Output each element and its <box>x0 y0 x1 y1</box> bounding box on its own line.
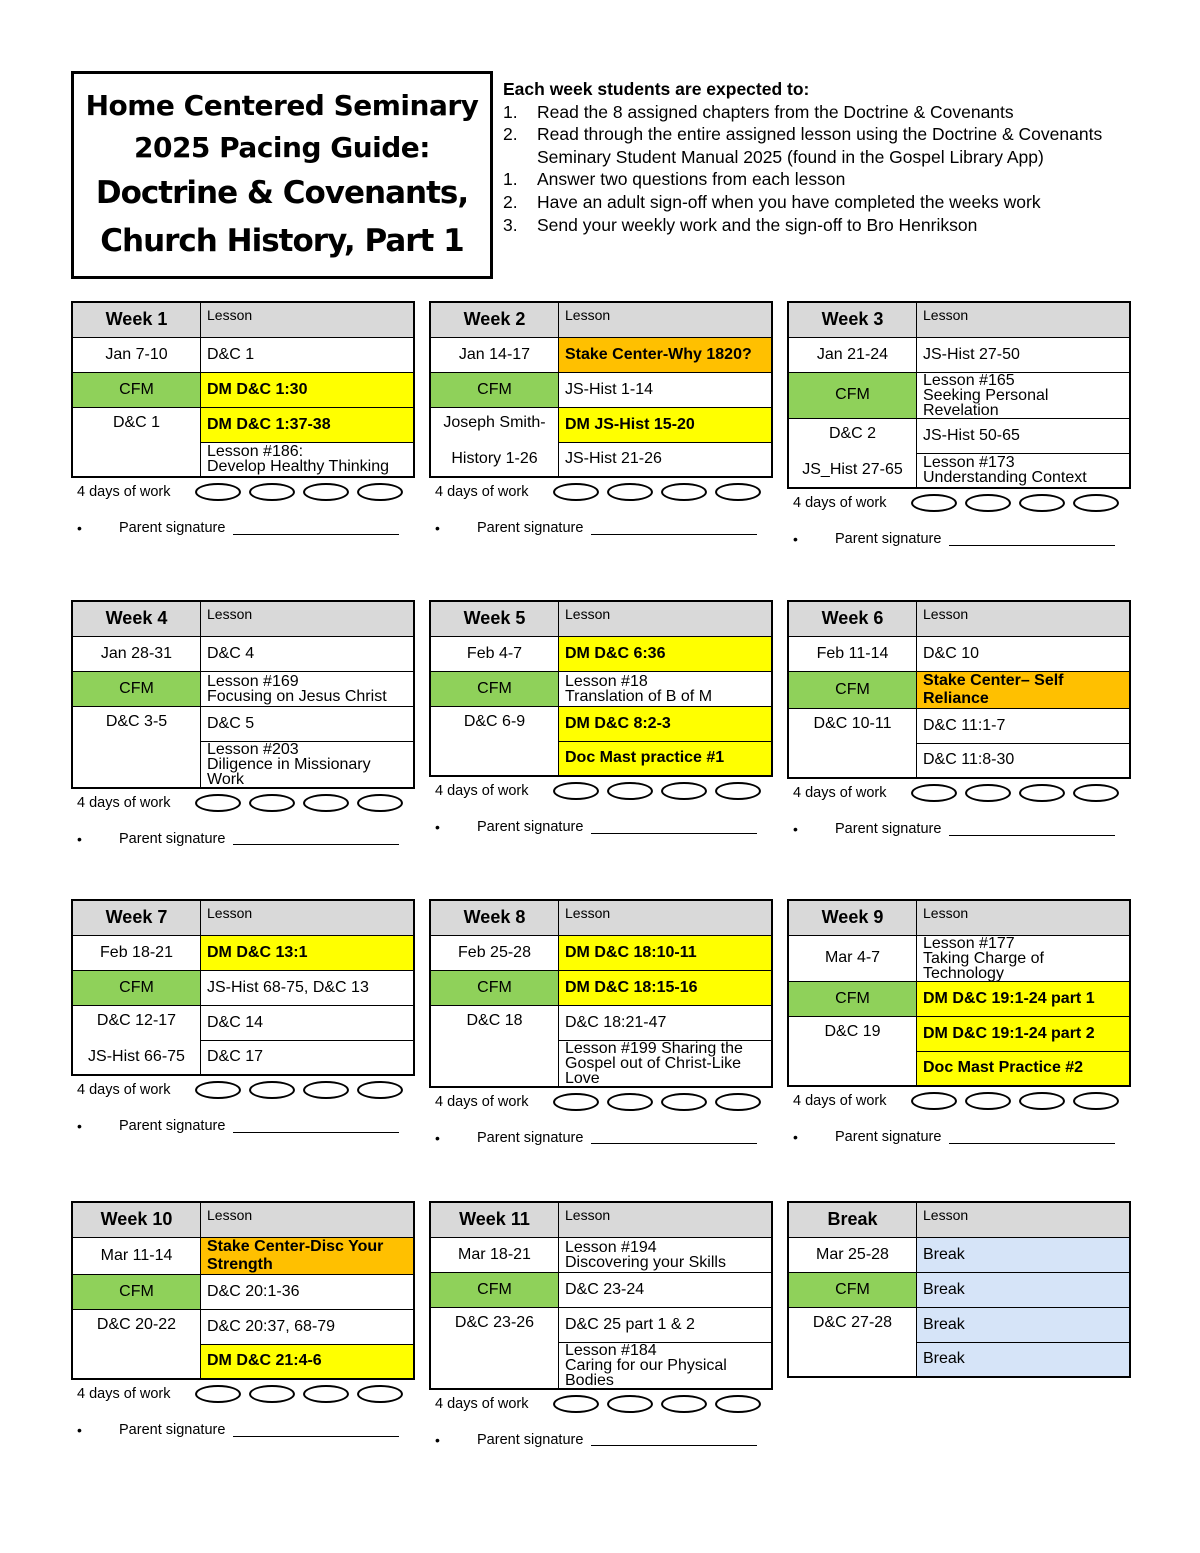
parent-signature-label: Parent signature <box>119 1118 226 1134</box>
cfm-label: CFM <box>430 1272 559 1307</box>
lesson-item: D&C 4 <box>201 636 415 671</box>
week-block <box>429 600 773 835</box>
instructions <box>503 78 1163 236</box>
week-table <box>429 301 773 478</box>
day-checkbox[interactable] <box>965 494 1011 512</box>
lesson-item: D&C 14 <box>201 1005 415 1040</box>
reading-assignment: D&C 6-9 <box>430 706 559 776</box>
lesson-item: DM D&C 13:1 <box>201 935 415 970</box>
bullet-icon: • <box>793 821 798 837</box>
day-checkbox[interactable] <box>661 1093 707 1111</box>
day-checkbox[interactable] <box>357 483 403 501</box>
parent-signature <box>429 819 773 835</box>
lesson-header: Lesson <box>559 302 773 337</box>
day-checkbox[interactable] <box>661 782 707 800</box>
lesson-item: Lesson #199 Sharing the Gospel out of Christ-Like Love <box>559 1040 773 1087</box>
week-block <box>429 301 773 536</box>
cfm-label: CFM <box>430 671 559 706</box>
parent-signature-label: Parent signature <box>835 531 942 547</box>
lesson-item: DM D&C 18:10-11 <box>559 935 773 970</box>
cfm-label: CFM <box>72 671 201 706</box>
lesson-header: Lesson <box>917 302 1131 337</box>
week-table <box>787 600 1131 779</box>
week-block <box>787 600 1131 837</box>
lesson-item: Break <box>917 1342 1131 1377</box>
bullet-icon: • <box>435 1431 440 1448</box>
cfm-label: CFM <box>72 372 201 407</box>
title-line-2: 2025 Pacing Guide: <box>133 131 430 164</box>
week-title: Week 7 <box>72 900 201 935</box>
days-label: 4 days of work <box>435 783 529 799</box>
lesson-item: Lesson #177 Taking Charge of Technology <box>917 935 1131 981</box>
instructions-heading: Each week students are expected to: <box>503 79 810 99</box>
week-title: Week 3 <box>788 302 917 337</box>
day-checkbox[interactable] <box>303 1081 349 1099</box>
day-checkbox[interactable] <box>303 794 349 812</box>
day-checkbox[interactable] <box>1073 1092 1119 1110</box>
day-checkbox[interactable] <box>715 1093 761 1111</box>
week-table <box>429 1201 773 1390</box>
reading-assignment: D&C 27-28 <box>788 1307 917 1377</box>
lesson-item: Lesson #184 Caring for our Physical Bodies <box>559 1342 773 1389</box>
parent-signature-label: Parent signature <box>477 1431 584 1448</box>
lesson-header: Lesson <box>917 1202 1131 1237</box>
instruction-text: Have an adult sign-off when you have completed the weeks work <box>537 191 1041 212</box>
lesson-item: Stake Center-Why 1820? <box>559 337 773 372</box>
instruction-number: 1. <box>503 101 518 122</box>
lesson-item: DM D&C 1:30 <box>201 372 415 407</box>
days-of-work <box>429 1392 773 1416</box>
day-checkbox[interactable] <box>607 1395 653 1413</box>
signature-line[interactable] <box>233 832 399 845</box>
days-of-work <box>71 1078 415 1102</box>
week-table <box>429 899 773 1088</box>
reading-assignment: D&C 12-17 JS-Hist 66-75 <box>72 1005 201 1075</box>
lesson-item: D&C 20:37, 68-79 <box>201 1309 415 1344</box>
lesson-item: Lesson #165 Seeking Personal Revelation <box>917 372 1131 418</box>
lesson-item: Doc Mast practice #1 <box>559 741 773 776</box>
week-table <box>429 600 773 777</box>
signature-line[interactable] <box>591 821 757 834</box>
day-checkbox[interactable] <box>715 782 761 800</box>
days-label: 4 days of work <box>793 785 887 801</box>
lesson-item: D&C 25 part 1 & 2 <box>559 1307 773 1342</box>
day-checkbox[interactable] <box>661 483 707 501</box>
parent-signature <box>429 1130 773 1146</box>
day-checkbox[interactable] <box>607 782 653 800</box>
week-date: Feb 25-28 <box>430 935 559 970</box>
days-label: 4 days of work <box>435 484 529 500</box>
lesson-header: Lesson <box>559 601 773 636</box>
days-label: 4 days of work <box>77 1386 171 1402</box>
week-table <box>787 1201 1131 1378</box>
lesson-item: Lesson #169 Focusing on Jesus Christ <box>201 671 415 706</box>
days-of-work <box>71 1382 415 1406</box>
lesson-header: Lesson <box>917 900 1131 935</box>
cfm-label: CFM <box>788 671 917 708</box>
week-table <box>71 899 415 1076</box>
bullet-icon: • <box>77 1118 82 1134</box>
week-title: Week 10 <box>72 1202 201 1237</box>
week-title: Week 5 <box>430 601 559 636</box>
title-line-3: Doctrine & Covenants, <box>95 175 469 211</box>
reading-assignment: D&C 20-22 <box>72 1309 201 1379</box>
cfm-label: CFM <box>788 981 917 1016</box>
lesson-item: JS-Hist 50-65 <box>917 418 1131 453</box>
days-of-work <box>429 480 773 504</box>
day-checkbox[interactable] <box>715 483 761 501</box>
week-table <box>71 301 415 478</box>
instruction-text: Send your weekly work and the sign-off to Bro Henrikson <box>537 214 978 235</box>
day-checkbox[interactable] <box>1073 784 1119 802</box>
week-block <box>787 899 1131 1145</box>
lesson-header: Lesson <box>559 1202 773 1237</box>
days-of-work <box>787 781 1131 805</box>
parent-signature <box>429 1432 773 1448</box>
signature-line[interactable] <box>591 1433 757 1446</box>
parent-signature-label: Parent signature <box>119 520 226 536</box>
lesson-item: D&C 1 <box>201 337 415 372</box>
lesson-item: Doc Mast Practice #2 <box>917 1051 1131 1086</box>
week-date: Feb 4-7 <box>430 636 559 671</box>
bullet-icon: • <box>793 1129 798 1145</box>
signature-line[interactable] <box>949 823 1115 836</box>
days-label: 4 days of work <box>435 1395 529 1412</box>
day-checkbox[interactable] <box>303 483 349 501</box>
day-checkbox[interactable] <box>1019 784 1065 802</box>
week-date: Feb 11-14 <box>788 636 917 671</box>
week-date: Mar 4-7 <box>788 935 917 981</box>
lesson-item: Break <box>917 1307 1131 1342</box>
week-block <box>71 1201 415 1438</box>
lesson-item: D&C 10 <box>917 636 1131 671</box>
signature-line[interactable] <box>233 1424 399 1437</box>
reading-assignment: D&C 23-26 <box>430 1307 559 1389</box>
instruction-number: 3. <box>503 214 518 235</box>
days-label: 4 days of work <box>77 794 171 811</box>
day-checkbox[interactable] <box>357 794 403 812</box>
bullet-icon: • <box>77 520 82 536</box>
day-checkbox[interactable] <box>911 784 957 802</box>
parent-signature <box>71 1422 415 1438</box>
instruction-text: Read the 8 assigned chapters from the Doctrine & Covenants <box>537 101 1014 122</box>
week-block <box>429 1201 773 1448</box>
parent-signature <box>429 520 773 536</box>
instruction-number: 1. <box>503 169 518 190</box>
week-block <box>787 1201 1131 1378</box>
reading-assignment: D&C 19 <box>788 1016 917 1086</box>
instruction-text: Read through the entire assigned lesson using the Doctrine & Covenants Seminary Student Manual 2025 (found in the Gospel Library App) <box>537 124 1103 167</box>
week-date: Mar 18-21 <box>430 1237 559 1272</box>
days-label: 4 days of work <box>435 1093 529 1110</box>
signature-line[interactable] <box>233 522 399 535</box>
lesson-item: D&C 11:8-30 <box>917 743 1131 778</box>
week-date: Mar 11-14 <box>72 1237 201 1274</box>
day-checkbox[interactable] <box>249 483 295 501</box>
signature-line[interactable] <box>233 1120 399 1133</box>
week-title: Week 1 <box>72 302 201 337</box>
instruction-item <box>503 214 1163 237</box>
reading-assignment: D&C 3-5 <box>72 706 201 788</box>
day-checkbox[interactable] <box>965 1092 1011 1110</box>
reading-assignment: D&C 2 JS_Hist 27-65 <box>788 418 917 488</box>
lesson-item: Lesson #18 Translation of B of M <box>559 671 773 706</box>
lesson-item: DM D&C 6:36 <box>559 636 773 671</box>
days-of-work <box>429 1090 773 1114</box>
lesson-item: DM D&C 18:15-16 <box>559 970 773 1005</box>
signature-line[interactable] <box>949 533 1115 546</box>
days-label: 4 days of work <box>77 1082 171 1098</box>
bullet-icon: • <box>435 1129 440 1146</box>
days-of-work <box>71 480 415 504</box>
week-block <box>429 899 773 1146</box>
lesson-item: DM JS-Hist 15-20 <box>559 407 773 442</box>
lesson-item: Stake Center– Self Reliance <box>917 671 1131 708</box>
signature-line[interactable] <box>949 1131 1115 1144</box>
week-table <box>787 899 1131 1087</box>
lesson-header: Lesson <box>201 900 415 935</box>
day-checkbox[interactable] <box>553 1395 599 1413</box>
instruction-number: 2. <box>503 191 518 212</box>
week-date: Jan 21-24 <box>788 337 917 372</box>
day-checkbox[interactable] <box>553 1093 599 1111</box>
lesson-item: D&C 23-24 <box>559 1272 773 1307</box>
cfm-label: CFM <box>72 970 201 1005</box>
day-checkbox[interactable] <box>607 1093 653 1111</box>
parent-signature-label: Parent signature <box>477 1129 584 1146</box>
week-block <box>787 301 1131 547</box>
days-of-work <box>787 1089 1131 1113</box>
day-checkbox[interactable] <box>661 1395 707 1413</box>
lesson-item: D&C 20:1-36 <box>201 1274 415 1309</box>
day-checkbox[interactable] <box>553 782 599 800</box>
signature-line[interactable] <box>591 522 757 535</box>
parent-signature-label: Parent signature <box>119 830 226 847</box>
instruction-number: 2. <box>503 124 518 145</box>
lesson-header: Lesson <box>917 601 1131 636</box>
lesson-item: D&C 18:21-47 <box>559 1005 773 1040</box>
day-checkbox[interactable] <box>249 794 295 812</box>
lesson-item: Lesson #173 Understanding Context <box>917 453 1131 488</box>
days-label: 4 days of work <box>77 484 171 500</box>
reading-assignment: D&C 1 <box>72 407 201 477</box>
week-title: Week 11 <box>430 1202 559 1237</box>
lesson-item: D&C 17 <box>201 1040 415 1075</box>
day-checkbox[interactable] <box>965 784 1011 802</box>
week-date: Jan 14-17 <box>430 337 559 372</box>
days-of-work <box>787 491 1131 515</box>
week-title: Week 6 <box>788 601 917 636</box>
day-checkbox[interactable] <box>195 483 241 501</box>
instruction-item <box>503 191 1163 214</box>
day-checkbox[interactable] <box>303 1385 349 1403</box>
days-of-work <box>71 791 415 815</box>
lesson-header: Lesson <box>201 1202 415 1237</box>
title-box <box>71 71 493 279</box>
days-label: 4 days of work <box>793 495 887 511</box>
week-title: Week 9 <box>788 900 917 935</box>
signature-line[interactable] <box>591 1131 757 1144</box>
parent-signature <box>787 821 1131 837</box>
day-checkbox[interactable] <box>911 1092 957 1110</box>
week-title: Break <box>788 1202 917 1237</box>
bullet-icon: • <box>77 830 82 847</box>
lesson-item: DM D&C 21:4-6 <box>201 1344 415 1379</box>
instruction-item <box>503 101 1163 124</box>
lesson-item: DM D&C 8:2-3 <box>559 706 773 741</box>
week-date: Jan 7-10 <box>72 337 201 372</box>
week-table <box>787 301 1131 489</box>
parent-signature-label: Parent signature <box>835 821 942 837</box>
day-checkbox[interactable] <box>195 1385 241 1403</box>
cfm-label: CFM <box>430 970 559 1005</box>
lesson-item: Stake Center-Disc Your Strength <box>201 1237 415 1274</box>
reading-assignment: Joseph Smith- History 1-26 <box>430 407 559 477</box>
lesson-item: Lesson #194 Discovering your Skills <box>559 1237 773 1272</box>
day-checkbox[interactable] <box>357 1081 403 1099</box>
day-checkbox[interactable] <box>249 1081 295 1099</box>
lesson-item: Lesson #186: Develop Healthy Thinking <box>201 442 415 477</box>
lesson-item: JS-Hist 27-50 <box>917 337 1131 372</box>
bullet-icon: • <box>77 1422 82 1438</box>
cfm-label: CFM <box>430 372 559 407</box>
parent-signature <box>787 1129 1131 1145</box>
cfm-label: CFM <box>72 1274 201 1309</box>
parent-signature <box>71 520 415 536</box>
week-block <box>71 600 415 847</box>
parent-signature-label: Parent signature <box>835 1129 942 1145</box>
instruction-item <box>503 168 1163 191</box>
parent-signature-label: Parent signature <box>477 819 584 835</box>
title-line-1: Home Centered Seminary <box>85 89 479 122</box>
week-date: Feb 18-21 <box>72 935 201 970</box>
bullet-icon: • <box>435 520 440 536</box>
reading-assignment: D&C 18 <box>430 1005 559 1087</box>
day-checkbox[interactable] <box>195 794 241 812</box>
week-title: Week 8 <box>430 900 559 935</box>
week-block <box>71 301 415 536</box>
instruction-item <box>503 123 1163 168</box>
week-date: Mar 25-28 <box>788 1237 917 1272</box>
week-block <box>71 899 415 1134</box>
lesson-item: DM D&C 1:37-38 <box>201 407 415 442</box>
lesson-item: JS-Hist 68-75, D&C 13 <box>201 970 415 1005</box>
week-title: Week 2 <box>430 302 559 337</box>
lesson-header: Lesson <box>201 601 415 636</box>
bullet-icon: • <box>793 531 798 547</box>
parent-signature <box>71 1118 415 1134</box>
bullet-icon: • <box>435 819 440 835</box>
day-checkbox[interactable] <box>1019 1092 1065 1110</box>
day-checkbox[interactable] <box>1019 494 1065 512</box>
week-title: Week 4 <box>72 601 201 636</box>
lesson-item: Break <box>917 1237 1131 1272</box>
day-checkbox[interactable] <box>715 1395 761 1413</box>
day-checkbox[interactable] <box>1073 494 1119 512</box>
lesson-item: D&C 5 <box>201 706 415 741</box>
day-checkbox[interactable] <box>607 483 653 501</box>
day-checkbox[interactable] <box>911 494 957 512</box>
week-table <box>71 1201 415 1380</box>
parent-signature <box>71 831 415 847</box>
day-checkbox[interactable] <box>553 483 599 501</box>
day-checkbox[interactable] <box>195 1081 241 1099</box>
reading-assignment: D&C 10-11 <box>788 708 917 778</box>
days-label: 4 days of work <box>793 1093 887 1109</box>
lesson-item: Lesson #203 Diligence in Missionary Work <box>201 741 415 788</box>
parent-signature <box>787 531 1131 547</box>
day-checkbox[interactable] <box>357 1385 403 1403</box>
lesson-item: D&C 11:1-7 <box>917 708 1131 743</box>
instruction-text: Answer two questions from each lesson <box>537 169 846 190</box>
lesson-header: Lesson <box>201 302 415 337</box>
parent-signature-label: Parent signature <box>477 520 584 536</box>
lesson-item: DM D&C 19:1-24 part 1 <box>917 981 1131 1016</box>
lesson-item: DM D&C 19:1-24 part 2 <box>917 1016 1131 1051</box>
lesson-item: JS-Hist 1-14 <box>559 372 773 407</box>
cfm-label: CFM <box>788 1272 917 1307</box>
days-of-work <box>429 779 773 803</box>
title-line-4: Church History, Part 1 <box>100 223 464 259</box>
week-date: Jan 28-31 <box>72 636 201 671</box>
day-checkbox[interactable] <box>249 1385 295 1403</box>
lesson-item: JS-Hist 21-26 <box>559 442 773 477</box>
lesson-item: Break <box>917 1272 1131 1307</box>
week-table <box>71 600 415 789</box>
cfm-label: CFM <box>788 372 917 418</box>
parent-signature-label: Parent signature <box>119 1422 226 1438</box>
lesson-header: Lesson <box>559 900 773 935</box>
